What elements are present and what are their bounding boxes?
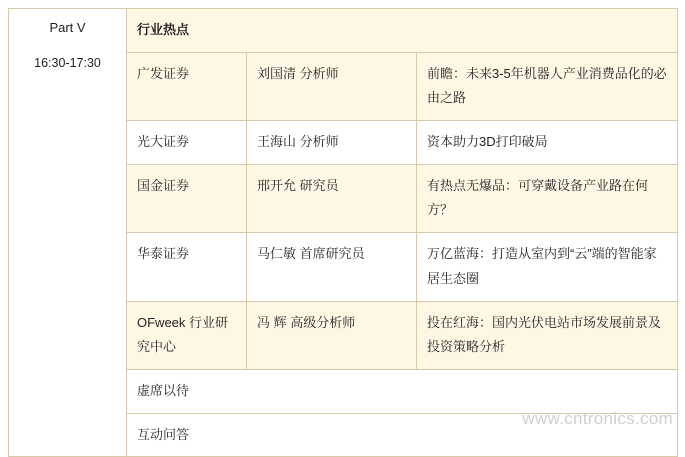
row-topic: 资本助力3D打印破局 [417, 121, 678, 165]
row-org: OFweek 行业研究中心 [127, 301, 247, 369]
part-time: 16:30-17:30 [34, 55, 101, 70]
footer-row-label: 互动问答 [127, 413, 678, 457]
row-org: 光大证券 [127, 121, 247, 165]
row-topic: 前瞻：未来3-5年机器人产业消费品化的必由之路 [417, 52, 678, 120]
row-person: 刘国清 分析师 [247, 52, 417, 120]
row-topic: 万亿蓝海：打造从室内到“云”端的智能家居生态圈 [417, 233, 678, 301]
row-person: 马仁敏 首席研究员 [247, 233, 417, 301]
row-org: 广发证券 [127, 52, 247, 120]
table-row [9, 9, 678, 53]
row-org: 国金证券 [127, 164, 247, 232]
part-label: Part V [49, 20, 86, 35]
agenda-table [8, 8, 678, 457]
section-header: 行业热点 [127, 9, 678, 53]
row-org: 华泰证券 [127, 233, 247, 301]
agenda-table-body [9, 9, 678, 457]
row-person: 邢开允 研究员 [247, 164, 417, 232]
part-cell [9, 9, 127, 457]
row-person: 冯 辉 高级分析师 [247, 301, 417, 369]
row-person: 王海山 分析师 [247, 121, 417, 165]
row-topic: 投在红海：国内光伏电站市场发展前景及投资策略分析 [417, 301, 678, 369]
watermark: www.cntronics.com [522, 409, 673, 428]
footer-row-label: 虚席以待 [127, 369, 678, 413]
row-topic: 有热点无爆品：可穿戴设备产业路在何方？ [417, 164, 678, 232]
